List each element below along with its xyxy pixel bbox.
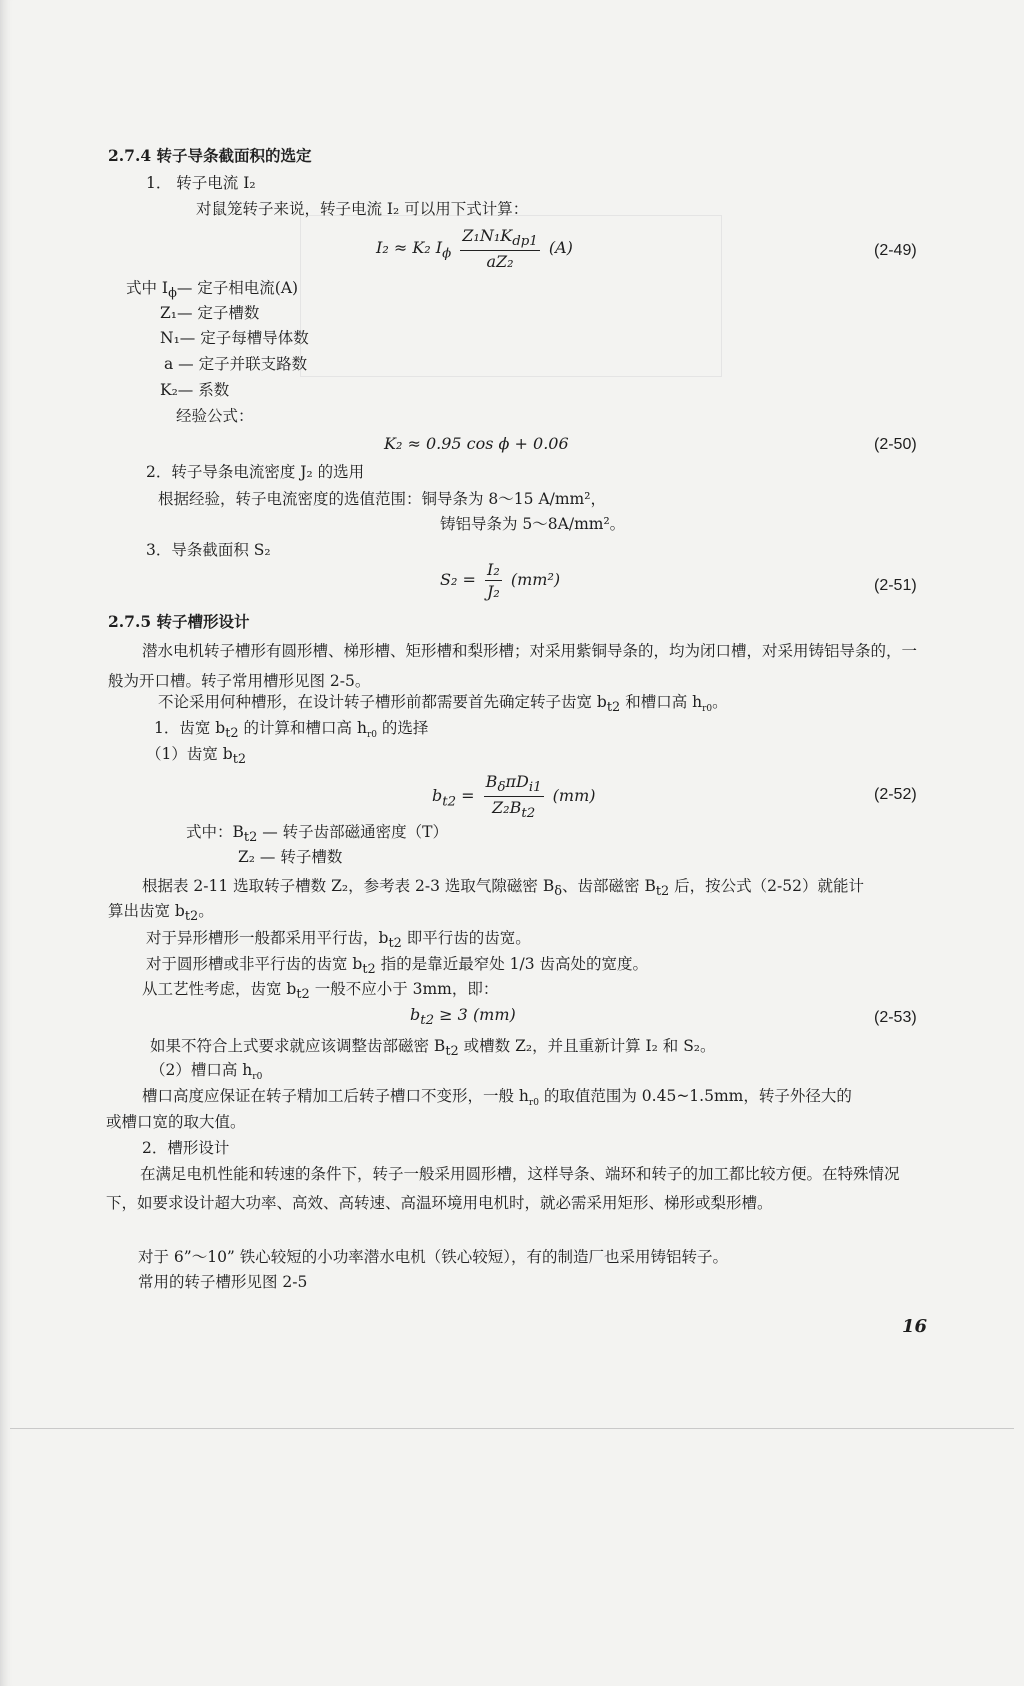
where-line-3: N₁— 定子每槽导体数	[160, 329, 309, 347]
section-heading-275: 2.7.5 转子槽形设计	[108, 612, 250, 631]
sub2-slot-height: （2）槽口高 $h_{r0}$	[150, 1061, 263, 1083]
paragraph-table-ref-line2: 算出齿宽 $b_{t2}$。	[108, 902, 214, 925]
section-heading-274: 2.7.4 转子导条截面积的选定	[108, 146, 312, 165]
equation-2-49: I₂ ≈ K₂ $I_\phi$ $\frac{Z_1N_1K_{dp1}}{\text{aZ₂}}$ (A)	[376, 226, 573, 272]
paragraph-slot-first: 不论采用何种槽形，在设计转子槽形前都需要首先确定转子齿宽 $b_{t2}$ 和槽口高 $h_{r0}$。	[158, 693, 728, 716]
where-line-2: Z₁— 定子槽数	[160, 304, 260, 322]
paragraph-table-ref: 根据表 2-11 选取转子槽数 Z₂，参考表 2-3 选取气隙磁密 $B_\delta$、齿部磁密 $B_{t2}$ 后，按公式（2-52）就能计	[142, 877, 864, 900]
equation-number-2-52: (2-52)	[874, 786, 917, 803]
scan-fold-line	[10, 1428, 1014, 1429]
sub1-tooth-width: （1）齿宽 $b_{t2}$	[146, 745, 247, 768]
equation-number-2-51: (2-51)	[874, 577, 917, 594]
paragraph-round-preferred: 在满足电机性能和转速的条件下，转子一般采用圆形槽，这样导条、端环和转子的加工都比较方便。在特殊情况下，如要求设计超大功率、高效、高转速、高温环境用电机时，就必需采用矩形、梯形或梨形槽。	[106, 1165, 900, 1212]
item2-title: 2．转子导条电流密度 J₂ 的选用	[146, 463, 365, 481]
equation-2-50: K₂ ≈ 0.95 cos ϕ + 0.06	[384, 434, 569, 453]
item2-line1: 根据经验，转子电流密度的选值范围：铜导条为 8～15 A/mm²，	[158, 490, 606, 508]
item1-title: 1． 转子电流 I₂	[146, 174, 256, 192]
paragraph-slot-height: 槽口高度应保证在转子精加工后转子槽口不变形，一般 $h_{r0}$ 的取值范围为 0.45~1.5mm，转子外径大的	[142, 1087, 852, 1109]
equation-number-2-49: (2-49)	[874, 242, 917, 259]
where-line-5: K₂— 系数	[160, 381, 230, 399]
paragraph-cast-aluminum: 对于 6”～10” 铁心较短的小功率潜水电机（铁心较短），有的制造厂也采用铸铝转子。	[138, 1248, 729, 1266]
empirical-label: 经验公式：	[176, 407, 254, 425]
equation-number-2-53: (2-53)	[874, 1009, 917, 1026]
equation-number-2-50: (2-50)	[874, 436, 917, 453]
where-line-1: 式中 $I_\phi—$ 定子相电流(A)	[126, 279, 299, 302]
paragraph-round-slot: 对于圆形槽或非平行齿的齿宽 $b_{t2}$ 指的是靠近最窄处 1/3 齿高处的宽度。	[146, 955, 648, 978]
item3-title: 3．导条截面积 S₂	[146, 541, 271, 559]
item2-slot-design: 2．槽形设计	[142, 1139, 230, 1157]
where-z2: Z₂ — 转子槽数	[238, 848, 343, 866]
item1-intro: 对鼠笼转子来说，转子电流 I₂ 可以用下式计算：	[196, 200, 529, 218]
equation-2-53: $b_{t2} \ge 3$ (mm)	[410, 1005, 516, 1029]
paragraph-min-width: 从工艺性考虑，齿宽 $b_{t2}$ 一般不应小于 3mm，即：	[142, 980, 499, 1003]
where-bt2: 式中：$B_{t2}$ — 转子齿部磁通密度（T）	[186, 823, 448, 846]
paragraph-adjust: 如果不符合上式要求就应该调整齿部磁密 $B_{t2}$ 或槽数 Z₂，并且重新计算 I₂ 和 S₂。	[150, 1037, 716, 1060]
equation-2-51: S₂ = $\frac{\text{I₂}}{\text{J₂}}$ (mm²)	[440, 560, 561, 601]
paragraph-figure-ref: 常用的转子槽形见图 2-5	[138, 1273, 308, 1291]
page-number: 16	[902, 1316, 928, 1337]
paragraph-parallel-teeth: 对于异形槽形一般都采用平行齿，$b_{t2}$ 即平行齿的齿宽。	[146, 929, 531, 952]
equation-2-52: $b_{t2}$ = $\frac{B_\delta\pi D_{i1}}{Z_2B_{t2}}$ (mm)	[432, 772, 596, 822]
item1-tooth-title: 1．齿宽 $b_{t2}$ 的计算和槽口高 $h_{r0}$ 的选择	[154, 719, 429, 742]
paragraph-slot-height-line2: 或槽口宽的取大值。	[106, 1113, 246, 1131]
item2-line2: 铸铝导条为 5～8A/mm²。	[440, 515, 626, 533]
paragraph-slot-types: 潜水电机转子槽形有圆形槽、梯形槽、矩形槽和梨形槽；对采用紫铜导条的，均为闭口槽，对采用铸铝导条的，一般为开口槽。转子常用槽形见图 2-5。	[108, 642, 918, 690]
where-line-4: a — 定子并联支路数	[164, 355, 308, 373]
